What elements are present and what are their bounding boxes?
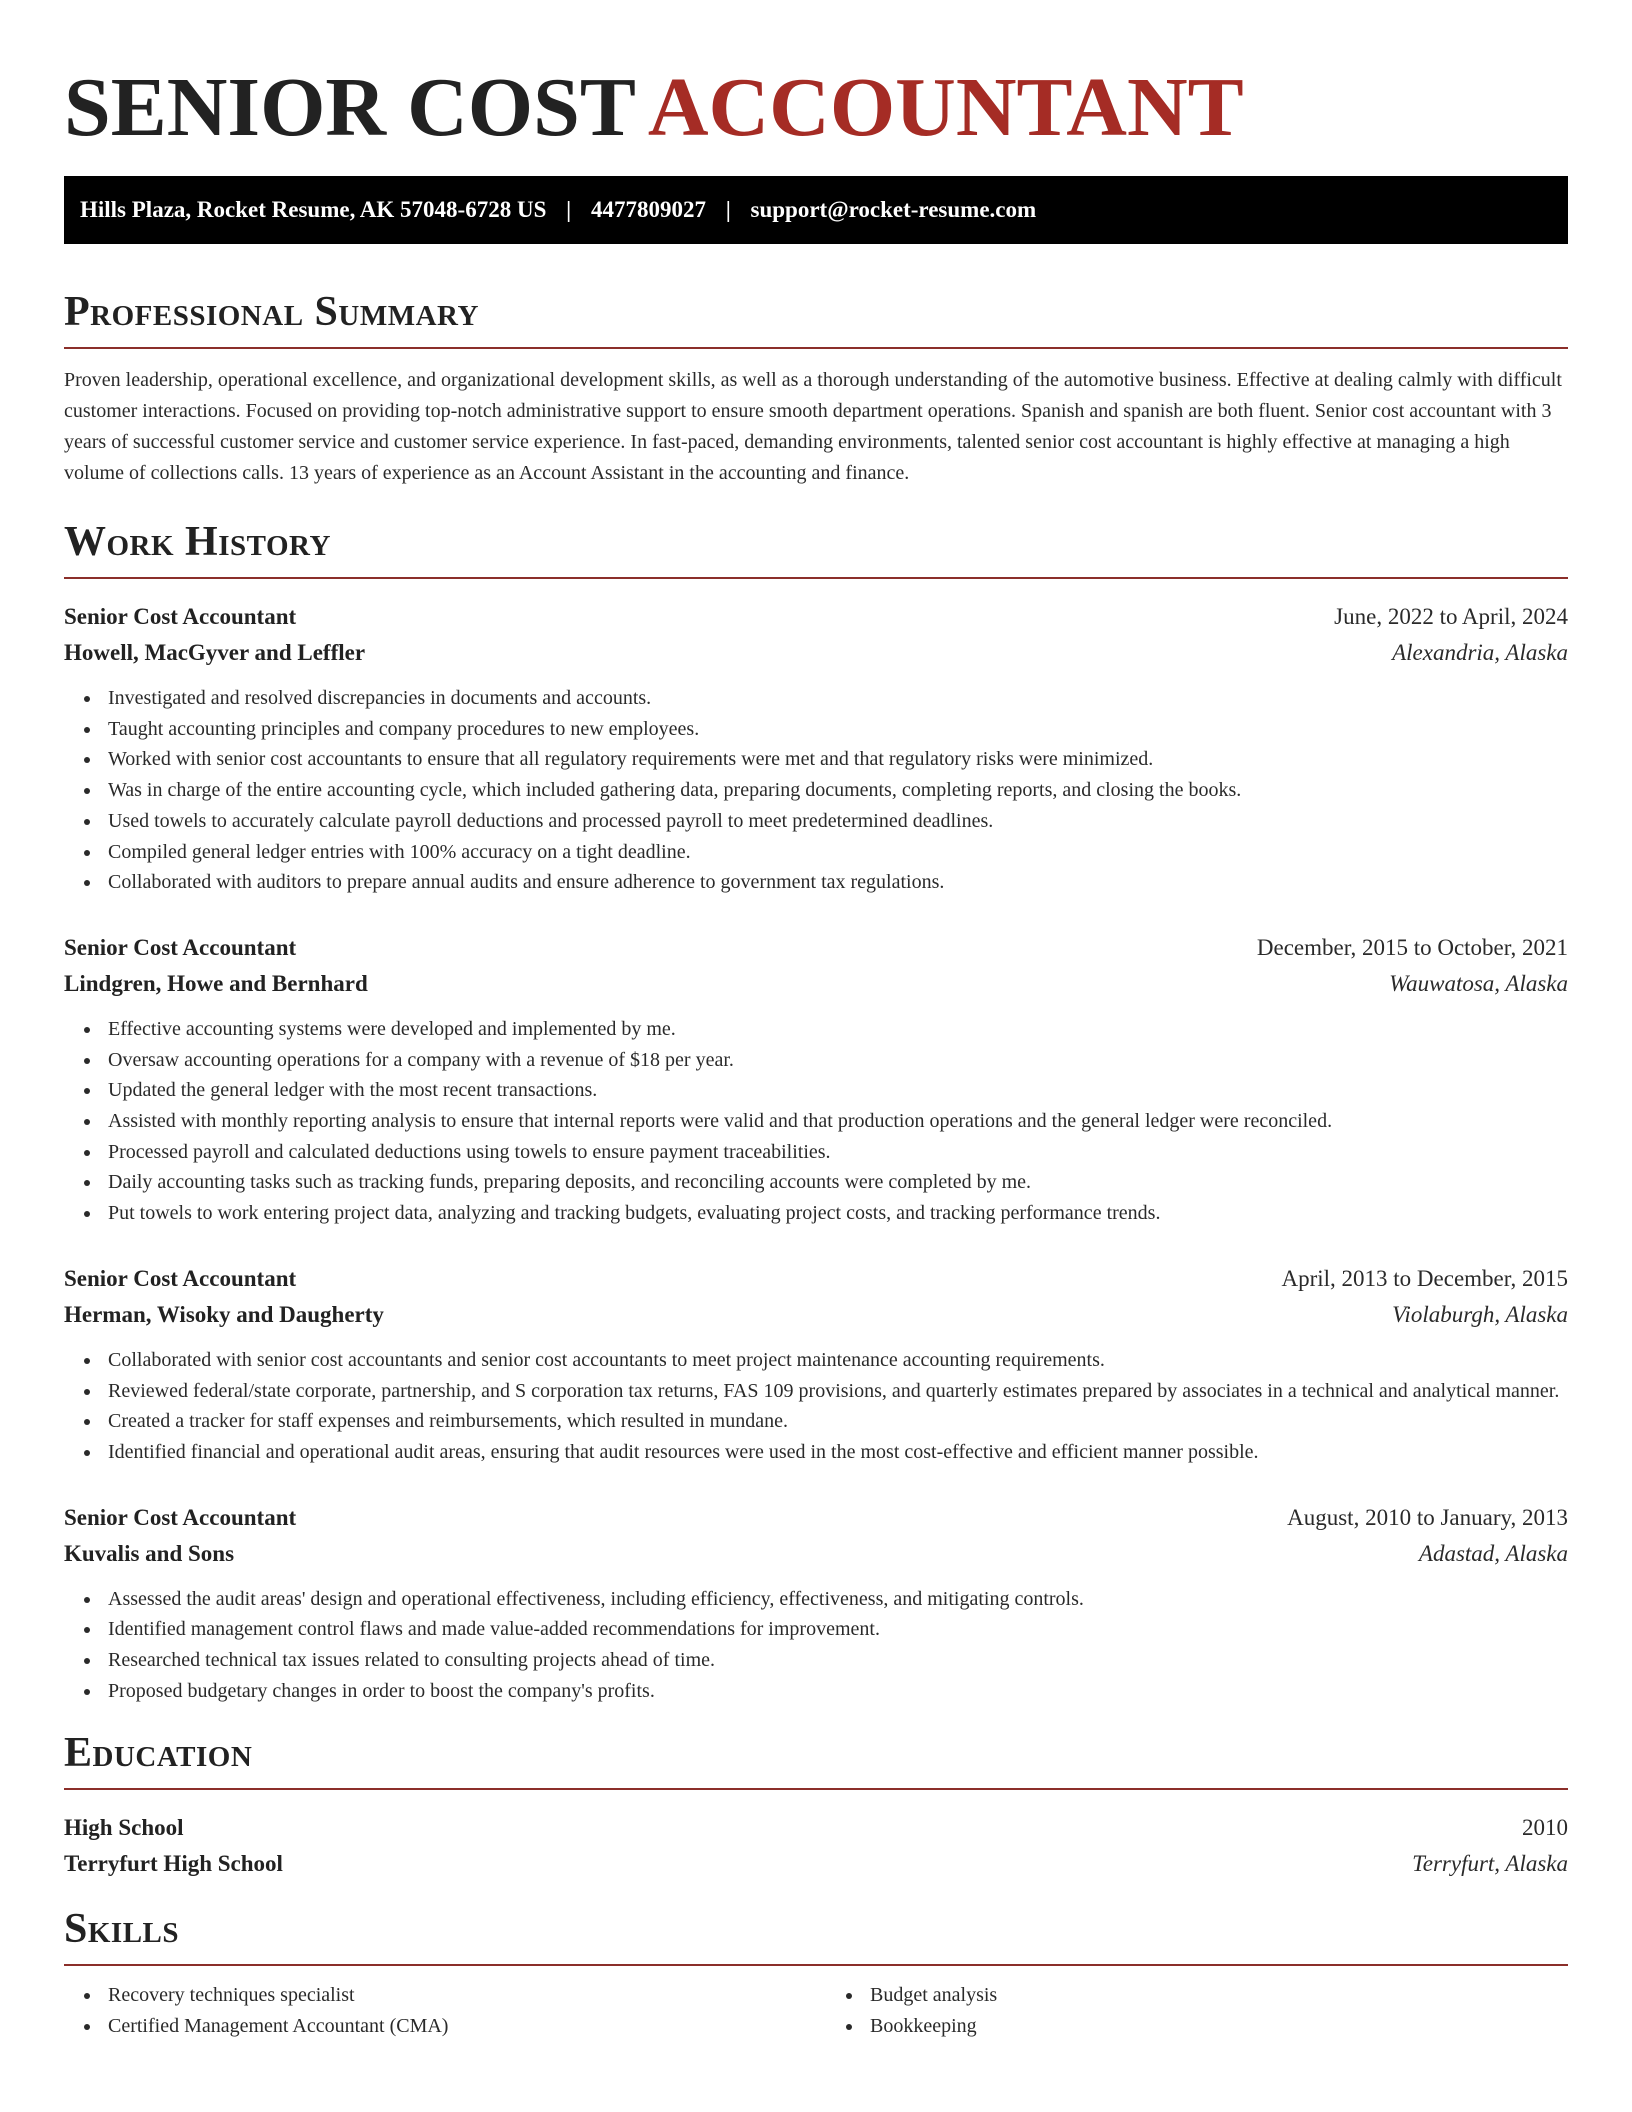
- job-company: Herman, Wisoky and Daugherty: [64, 1301, 384, 1327]
- education-section: [64, 1728, 1568, 1882]
- list-item: Compiled general ledger entries with 100% accuracy on a tight deadline.: [108, 837, 1568, 868]
- skill-item: Certified Management Accountant (CMA): [108, 2011, 806, 2042]
- section-divider: [64, 347, 1568, 349]
- list-item: Processed payroll and calculated deductions using towels to ensure payment traceabilities.: [108, 1137, 1568, 1168]
- job-company: Kuvalis and Sons: [64, 1540, 235, 1566]
- education-entry: [64, 1810, 1568, 1882]
- job-title: Senior Cost Accountant: [64, 934, 297, 960]
- contact-separator: |: [725, 197, 731, 222]
- education-school: Terryfurt High School: [64, 1851, 283, 1877]
- list-item: Proposed budgetary changes in order to boost the company's profits.: [108, 1676, 1568, 1707]
- job-entry: [64, 599, 1568, 898]
- job-entry: [64, 1500, 1568, 1707]
- skill-item: Recovery techniques specialist: [108, 1980, 806, 2011]
- education-heading: Education: [64, 1730, 253, 1777]
- list-item: Used towels to accurately calculate payroll deductions and processed payroll to meet predetermined deadlines.: [108, 806, 1568, 837]
- summary-section: [64, 287, 1568, 489]
- skills-heading: Skills: [64, 1906, 180, 1953]
- job-company: Howell, MacGyver and Leffler: [64, 640, 366, 665]
- list-item: Reviewed federal/state corporate, partnership, and S corporation tax returns, FAS 109 provisions, and quarterly estimates prepared by associates in a technical and analytical manner.: [108, 1376, 1568, 1407]
- job-company: Lindgren, Howe and Bernhard: [64, 970, 368, 996]
- title-part-1: SENIOR COST: [64, 61, 636, 154]
- job-bullets: [64, 1345, 1568, 1468]
- contact-address: Hills Plaza, Rocket Resume, AK 57048-6728 US: [80, 197, 547, 222]
- contact-email: support@rocket-resume.com: [750, 197, 1037, 222]
- job-dates: August, 2010 to January, 2013: [1287, 1504, 1568, 1530]
- job-location: Adastad, Alaska: [1418, 1540, 1568, 1566]
- job-title: Senior Cost Accountant: [64, 604, 297, 629]
- list-item: Identified financial and operational audit areas, ensuring that audit resources were used in the most cost-effective and efficient manner possible.: [108, 1437, 1568, 1468]
- job-entry: [64, 930, 1568, 1229]
- job-title: Senior Cost Accountant: [64, 1265, 297, 1291]
- work-history-heading: Work History: [64, 519, 331, 565]
- education-location: Terryfurt, Alaska: [1412, 1851, 1568, 1877]
- job-dates: April, 2013 to December, 2015: [1281, 1265, 1568, 1291]
- education-year: 2010: [1522, 1815, 1568, 1841]
- job-bullets: [64, 1014, 1568, 1229]
- work-history-section: [64, 517, 1568, 1706]
- section-divider: [64, 577, 1568, 579]
- list-item: Worked with senior cost accountants to ensure that all regulatory requirements were met and that regulatory risks were minimized.: [108, 744, 1568, 775]
- list-item: Identified management control flaws and made value-added recommendations for improvement.: [108, 1614, 1568, 1645]
- list-item: Was in charge of the entire accounting cycle, which included gathering data, preparing documents, completing reports, and closing the books.: [108, 775, 1568, 806]
- skill-item: Budget analysis: [870, 1980, 1568, 2011]
- list-item: Assessed the audit areas' design and operational effectiveness, including efficiency, effectiveness, and mitigating controls.: [108, 1584, 1568, 1615]
- skills-section: [64, 1904, 1568, 2041]
- skills-list-left: [64, 1980, 806, 2041]
- resume-title: [64, 50, 1568, 158]
- skills-grid: [64, 1980, 1568, 2041]
- job-dates: June, 2022 to April, 2024: [1334, 604, 1568, 629]
- list-item: Created a tracker for staff expenses and reimbursements, which resulted in mundane.: [108, 1406, 1568, 1437]
- contact-bar: [64, 176, 1568, 244]
- list-item: Collaborated with senior cost accountants and senior cost accountants to meet project maintenance accounting requirements.: [108, 1345, 1568, 1376]
- summary-text: Proven leadership, operational excellence, and organizational development skills, as well as a thorough understanding of the automotive business. Effective at dealing calmly with difficult customer interactions. Focused on providing top-notch administrative support to ensure smooth department operations. Spanish and spanish are both fluent. Senior cost accountant with 3 years of successful customer service and customer service experience. In fast-paced, demanding environments, talented senior cost accountant is highly effective at managing a high volume of collections calls. 13 years of experience as an Account Assistant in the accounting and finance.: [64, 369, 1562, 484]
- job-bullets: [64, 683, 1568, 898]
- list-item: Researched technical tax issues related to consulting projects ahead of time.: [108, 1645, 1568, 1676]
- skills-list-right: [826, 1980, 1568, 2041]
- contact-phone: 4477809027: [590, 197, 706, 222]
- list-item: Investigated and resolved discrepancies in documents and accounts.: [108, 683, 1568, 714]
- section-divider: [64, 1964, 1568, 1966]
- job-location: Wauwatosa, Alaska: [1389, 970, 1568, 996]
- job-location: Alexandria, Alaska: [1392, 640, 1568, 665]
- list-item: Taught accounting principles and company procedures to new employees.: [108, 714, 1568, 745]
- skill-item: Bookkeeping: [870, 2011, 1568, 2042]
- job-location: Violaburgh, Alaska: [1392, 1301, 1568, 1327]
- job-dates: December, 2015 to October, 2021: [1256, 934, 1568, 960]
- summary-heading: Professional Summary: [64, 289, 479, 335]
- job-entry: [64, 1261, 1568, 1468]
- list-item: Effective accounting systems were developed and implemented by me.: [108, 1014, 1568, 1045]
- job-title: Senior Cost Accountant: [64, 1504, 297, 1530]
- list-item: Daily accounting tasks such as tracking funds, preparing deposits, and reconciling accounts were completed by me.: [108, 1167, 1568, 1198]
- contact-separator: |: [566, 197, 572, 222]
- list-item: Assisted with monthly reporting analysis to ensure that internal reports were valid and that production operations and the general ledger were reconciled.: [108, 1106, 1568, 1137]
- education-degree: High School: [64, 1815, 184, 1841]
- list-item: Put towels to work entering project data, analyzing and tracking budgets, evaluating project costs, and tracking performance trends.: [108, 1198, 1568, 1229]
- section-divider: [64, 1788, 1568, 1790]
- list-item: Collaborated with auditors to prepare annual audits and ensure adherence to government tax regulations.: [108, 867, 1568, 898]
- list-item: Updated the general ledger with the most recent transactions.: [108, 1075, 1568, 1106]
- list-item: Oversaw accounting operations for a company with a revenue of $18 per year.: [108, 1045, 1568, 1076]
- title-part-2: ACCOUNTANT: [647, 61, 1244, 154]
- job-bullets: [64, 1584, 1568, 1707]
